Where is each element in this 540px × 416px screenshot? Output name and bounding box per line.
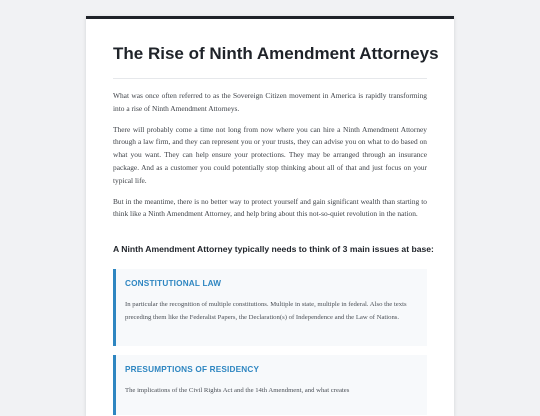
- issue-card-title: PRESUMPTIONS OF RESIDENCY: [125, 365, 260, 375]
- article-title: The Rise of Ninth Amendment Attorneys: [113, 44, 439, 63]
- article-page: [86, 16, 454, 416]
- issue-card-constitutional-law: [113, 269, 427, 346]
- body-paragraph: But in the meantime, there is no better way to protect yourself and gain significant wealth than starting to think like a Ninth Amendment Attorney, and help bring about this not-so-quiet revolution in the nation.: [113, 196, 427, 219]
- issue-card-presumptions-of-residency: [113, 355, 427, 415]
- issues-subheading: A Ninth Amendment Attorney typically needs to think of 3 main issues at base:: [113, 244, 434, 255]
- issue-card-title: CONSTITUTIONAL LAW: [125, 279, 222, 289]
- title-divider: [113, 78, 427, 79]
- issue-card-text: The implications of the Civil Rights Act and the 14th Amendment, and what creates: [125, 387, 350, 395]
- issue-card-text: In particular the recognition of multiple constitutions. Multiple in state, multiple in federal. Also the texts preceding them like the Federalist Papers, the Declaration(s) of Independence and the Law of Nations.: [125, 301, 407, 321]
- intro-paragraph: What was once often referred to as the Sovereign Citizen movement in America is rapidly transforming into a rise of Ninth Amendment Attorneys.: [113, 91, 427, 113]
- body-paragraph: There will probably come a time not long from now where you can hire a Ninth Amendment Attorney through a law firm, and they can represent you or your trusts, they can advise you on what to do based on what you want. They can help ensure your protections. They may be arranged through an insurance package. And as a customer you could potentially stop thinking about all of that and just focus on your typical life.: [113, 124, 427, 185]
